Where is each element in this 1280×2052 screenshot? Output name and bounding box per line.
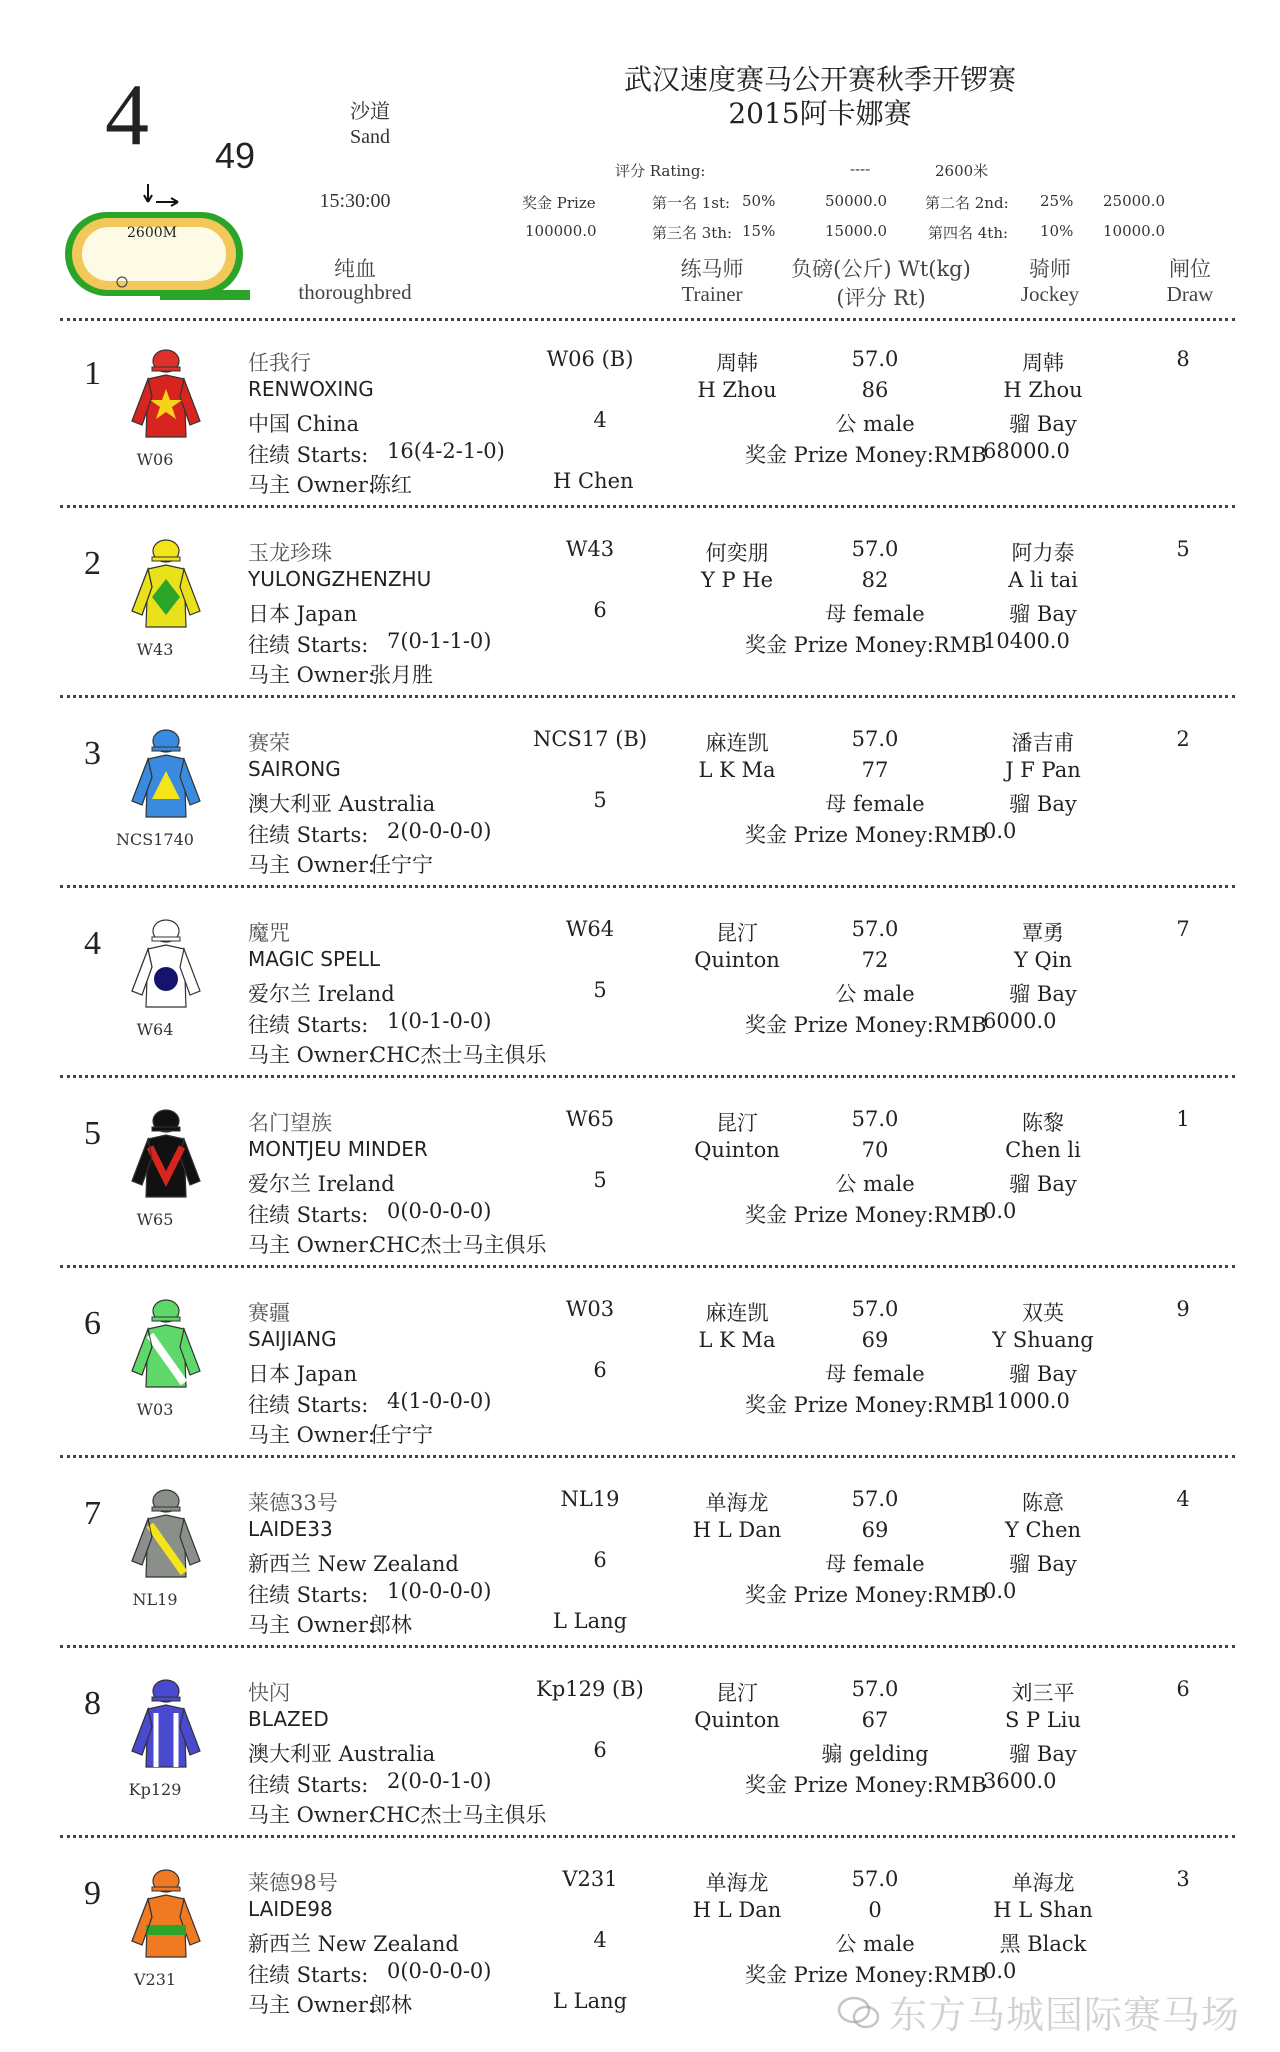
- owner-name: 任宁宁: [370, 853, 433, 877]
- owner-label: 马主 Owner:: [248, 853, 375, 877]
- rating-value: ----: [850, 160, 871, 178]
- horse-age: 5: [593, 1168, 607, 1192]
- entry-divider: [60, 695, 1235, 698]
- horse-age: 4: [593, 408, 607, 432]
- draw-number: 1: [1176, 1107, 1190, 1131]
- horse-color: 骝 Bay: [1009, 1362, 1077, 1386]
- jockey-silks-icon: [126, 537, 206, 637]
- jockey-en: H Zhou: [1003, 378, 1083, 402]
- jockey-en: A li tai: [1008, 568, 1078, 592]
- prize-total: 100000.0: [525, 222, 597, 240]
- prize-money-label: 奖金 Prize Money:RMB: [745, 1773, 987, 1797]
- race-entry: [0, 1285, 1280, 1475]
- horse-sex: 母 female: [825, 792, 925, 816]
- prize-money-label: 奖金 Prize Money:RMB: [745, 823, 987, 847]
- horse-name-en: YULONGZHENZHU: [248, 567, 432, 591]
- prize-money-label: 奖金 Prize Money:RMB: [745, 1583, 987, 1607]
- race-entry: [0, 335, 1280, 525]
- owner-label: 马主 Owner:: [248, 473, 375, 497]
- jockey-cn: 覃勇: [1022, 921, 1064, 945]
- breed-en: thoroughbred: [298, 280, 412, 304]
- horse-number: 4: [84, 925, 101, 962]
- race-entry: [0, 525, 1280, 715]
- horse-age: 5: [593, 978, 607, 1002]
- horse-name-en: SAIRONG: [248, 757, 341, 781]
- trainer-cn: 单海龙: [705, 1871, 769, 1895]
- surface-cn: 沙道: [350, 99, 390, 123]
- trainer-en: H Zhou: [697, 378, 777, 402]
- surface-en: Sand: [350, 126, 390, 148]
- brand-code: V231: [562, 1867, 618, 1891]
- brand-code: NL19: [560, 1487, 620, 1511]
- starts-record: 16(4-2-1-0): [387, 439, 505, 463]
- prize-money: 0.0: [983, 1579, 1017, 1603]
- horse-number: 3: [84, 735, 101, 772]
- horse-name-en: SAIJIANG: [248, 1327, 337, 1351]
- starts-record: 1(0-1-0-0): [387, 1009, 492, 1033]
- horse-name-cn: 赛荣: [248, 731, 290, 755]
- horse-name-en: RENWOXING: [248, 377, 374, 401]
- entry-divider: [60, 1645, 1235, 1648]
- horse-country: 爱尔兰 Ireland: [248, 1172, 395, 1196]
- rating: 86: [861, 378, 889, 402]
- silk-code: W43: [136, 640, 174, 659]
- prize-money: 3600.0: [983, 1769, 1057, 1793]
- owner-label: 马主 Owner:: [248, 663, 375, 687]
- jockey-silks-icon: [126, 347, 206, 447]
- trainer-en: Quinton: [694, 1138, 780, 1162]
- horse-country: 日本 Japan: [248, 602, 358, 626]
- draw-number: 6: [1176, 1677, 1190, 1701]
- silk-code: NCS1740: [116, 830, 194, 849]
- weight: 57.0: [851, 1677, 899, 1701]
- jockey-en: H L Shan: [993, 1898, 1093, 1922]
- horse-country: 新西兰 New Zealand: [248, 1932, 459, 1956]
- jockey-en: Chen li: [1005, 1138, 1081, 1162]
- owner-name: 张月胜: [370, 663, 433, 687]
- starts-label: 往绩 Starts:: [248, 823, 369, 847]
- horse-name-cn: 赛疆: [248, 1301, 290, 1325]
- entry-divider: [60, 1265, 1235, 1268]
- jockey-silks-icon: [126, 1107, 206, 1207]
- jockey-cn: 刘三平: [1011, 1681, 1075, 1705]
- horse-number: 8: [84, 1685, 101, 1722]
- watermark-text: 东方马城国际赛马场: [888, 1993, 1240, 2037]
- starts-record: 0(0-0-0-0): [387, 1959, 492, 1983]
- jockey-silks-icon: [126, 727, 206, 827]
- prize-money-label: 奖金 Prize Money:RMB: [745, 1963, 987, 1987]
- third-amount: 15000.0: [825, 222, 888, 240]
- horse-number: 1: [84, 355, 101, 392]
- horse-sex: 公 male: [835, 982, 915, 1006]
- trainer-en: Quinton: [694, 948, 780, 972]
- jockey-cn: 陈意: [1022, 1491, 1064, 1515]
- owner-name: 郎林: [370, 1613, 412, 1637]
- starts-record: 4(1-0-0-0): [387, 1389, 492, 1413]
- horse-number: 5: [84, 1115, 101, 1152]
- horse-name-cn: 任我行: [248, 351, 311, 375]
- silk-code: Kp129: [128, 1780, 182, 1799]
- trainer-cn: 单海龙: [705, 1491, 769, 1515]
- trainer-en: L K Ma: [698, 758, 776, 782]
- trainer-en: H L Dan: [692, 1518, 782, 1542]
- horse-color: 骝 Bay: [1009, 412, 1077, 436]
- entry-divider: [60, 1075, 1235, 1078]
- brand-code: W03: [565, 1297, 615, 1321]
- rating: 82: [861, 568, 889, 592]
- col-jockey-cn: 骑师: [1029, 257, 1071, 281]
- horse-color: 骝 Bay: [1009, 982, 1077, 1006]
- prize-money-label: 奖金 Prize Money:RMB: [745, 633, 987, 657]
- rating: 0: [868, 1898, 882, 1922]
- horse-sex: 公 male: [835, 1172, 915, 1196]
- rating: 67: [861, 1708, 889, 1732]
- trainer-cn: 何奕朋: [705, 541, 769, 565]
- brand-code: W06 (B): [546, 347, 634, 371]
- horse-age: 4: [593, 1928, 607, 1952]
- horse-number: 6: [84, 1305, 101, 1342]
- horse-age: 6: [593, 598, 607, 622]
- jockey-cn: 阿力泰: [1011, 541, 1075, 565]
- starts-label: 往绩 Starts:: [248, 443, 369, 467]
- col-draw-cn: 闸位: [1169, 257, 1211, 281]
- fourth-label: 第四名 4th:: [928, 224, 1009, 242]
- jockey-cn: 双英: [1022, 1301, 1064, 1325]
- horse-name-cn: 名门望族: [248, 1111, 332, 1135]
- entry-divider: [60, 1455, 1235, 1458]
- horse-age: 6: [593, 1358, 607, 1382]
- trainer-cn: 昆汀: [716, 1111, 758, 1135]
- second-label: 第二名 2nd:: [925, 194, 1009, 212]
- first-label: 第一名 1st:: [652, 194, 731, 212]
- rating: 77: [861, 758, 889, 782]
- jockey-silks-icon: [126, 917, 206, 1017]
- horse-color: 骝 Bay: [1009, 1742, 1077, 1766]
- track-diagram: [60, 180, 260, 310]
- horse-name-en: LAIDE33: [248, 1517, 333, 1541]
- brand-code: NCS17 (B): [532, 727, 648, 751]
- entry-divider: [60, 505, 1235, 508]
- horse-country: 澳大利亚 Australia: [248, 792, 436, 816]
- draw-number: 2: [1176, 727, 1190, 751]
- third-pct: 15%: [742, 222, 776, 240]
- owner-name: 郎林: [370, 1993, 412, 2017]
- owner-name: 任宁宁: [370, 1423, 433, 1447]
- jockey-en: Y Chen: [1004, 1518, 1082, 1542]
- starts-label: 往绩 Starts:: [248, 1013, 369, 1037]
- owner-label: 马主 Owner:: [248, 1993, 375, 2017]
- weight: 57.0: [851, 1297, 899, 1321]
- horse-color: 骝 Bay: [1009, 602, 1077, 626]
- silk-code: W06: [136, 450, 174, 469]
- trainer-cn: 麻连凯: [705, 1301, 769, 1325]
- col-draw-en: Draw: [1166, 282, 1214, 306]
- watermark: [837, 1984, 1240, 2040]
- breeder-name: L Lang: [553, 1989, 628, 2013]
- race-time: 15:30:00: [319, 190, 391, 212]
- horse-country: 新西兰 New Zealand: [248, 1552, 459, 1576]
- prize-money: 0.0: [983, 1959, 1017, 1983]
- starts-record: 1(0-0-0-0): [387, 1579, 492, 1603]
- trainer-en: Y P He: [700, 568, 774, 592]
- first-pct: 50%: [742, 192, 776, 210]
- prize-money-label: 奖金 Prize Money:RMB: [745, 443, 987, 467]
- trainer-cn: 周韩: [716, 351, 758, 375]
- jockey-cn: 单海龙: [1011, 1871, 1075, 1895]
- race-title-line2: 2015阿卡娜赛: [728, 97, 912, 130]
- second-amount: 25000.0: [1103, 192, 1166, 210]
- silk-code: NL19: [132, 1590, 178, 1609]
- col-trainer-cn: 练马师: [680, 257, 744, 281]
- distance: 2600米: [935, 162, 989, 180]
- prize-money: 11000.0: [983, 1389, 1070, 1413]
- trainer-en: L K Ma: [698, 1328, 776, 1352]
- breeder-name: L Lang: [553, 1609, 628, 1633]
- horse-number: 7: [84, 1495, 101, 1532]
- jockey-en: Y Qin: [1014, 948, 1072, 972]
- trainer-cn: 昆汀: [716, 921, 758, 945]
- header-divider: [60, 318, 1235, 321]
- horse-name-cn: 莱德98号: [248, 1871, 338, 1895]
- weight: 57.0: [851, 1867, 899, 1891]
- brand-code: W43: [565, 537, 615, 561]
- prize-money: 6000.0: [983, 1009, 1057, 1033]
- horse-sex: 母 female: [825, 602, 925, 626]
- weight: 57.0: [851, 537, 899, 561]
- owner-name: 陈红: [370, 473, 412, 497]
- silk-code: V231: [133, 1970, 177, 1989]
- horse-color: 骝 Bay: [1009, 792, 1077, 816]
- prize-money: 0.0: [983, 819, 1017, 843]
- silk-code: W65: [136, 1210, 174, 1229]
- trainer-cn: 昆汀: [716, 1681, 758, 1705]
- trainer-en: H L Dan: [692, 1898, 782, 1922]
- trainer-en: Quinton: [694, 1708, 780, 1732]
- horse-name-en: LAIDE98: [248, 1897, 333, 1921]
- draw-number: 8: [1176, 347, 1190, 371]
- wechat-logo-icon: [837, 1995, 881, 2040]
- prize-money-label: 奖金 Prize Money:RMB: [745, 1013, 987, 1037]
- race-entry: [0, 715, 1280, 905]
- owner-name: CHC杰士马主俱乐: [370, 1803, 547, 1827]
- jockey-en: Y Shuang: [992, 1328, 1094, 1352]
- horse-name-en: BLAZED: [248, 1707, 329, 1731]
- horse-color: 骝 Bay: [1009, 1172, 1077, 1196]
- jockey-cn: 周韩: [1022, 351, 1064, 375]
- second-pct: 25%: [1040, 192, 1074, 210]
- prize-money: 68000.0: [983, 439, 1070, 463]
- prize-money: 0.0: [983, 1199, 1017, 1223]
- jockey-silks-icon: [126, 1677, 206, 1777]
- starts-record: 0(0-0-0-0): [387, 1199, 492, 1223]
- owner-label: 马主 Owner:: [248, 1803, 375, 1827]
- third-label: 第三名 3th:: [652, 224, 733, 242]
- silk-code: W03: [136, 1400, 174, 1419]
- horse-number: 9: [84, 1875, 101, 1912]
- owner-label: 马主 Owner:: [248, 1043, 375, 1067]
- starts-label: 往绩 Starts:: [248, 1963, 369, 1987]
- weight: 57.0: [851, 347, 899, 371]
- jockey-silks-icon: [126, 1297, 206, 1397]
- breeder-name: H Chen: [553, 469, 634, 493]
- horse-age: 6: [593, 1548, 607, 1572]
- entry-divider: [60, 885, 1235, 888]
- starts-record: 2(0-0-0-0): [387, 819, 492, 843]
- weight: 57.0: [851, 917, 899, 941]
- owner-label: 马主 Owner:: [248, 1233, 375, 1257]
- starts-record: 7(0-1-1-0): [387, 629, 492, 653]
- trainer-cn: 麻连凯: [705, 731, 769, 755]
- first-amount: 50000.0: [825, 192, 888, 210]
- draw-number: 4: [1176, 1487, 1190, 1511]
- race-entry: [0, 1665, 1280, 1855]
- starts-record: 2(0-0-1-0): [387, 1769, 492, 1793]
- race-entry: [0, 1095, 1280, 1285]
- breed-cn: 纯血: [334, 257, 376, 281]
- race-entry: [0, 1475, 1280, 1665]
- horse-sex: 公 male: [835, 1932, 915, 1956]
- horse-name-cn: 魔咒: [248, 921, 290, 945]
- draw-number: 5: [1176, 537, 1190, 561]
- track-oval-icon: [60, 180, 260, 310]
- jockey-cn: 潘吉甫: [1011, 731, 1075, 755]
- jockey-silks-icon: [126, 1867, 206, 1967]
- horse-name-cn: 快闪: [248, 1681, 290, 1705]
- owner-name: CHC杰士马主俱乐: [370, 1043, 547, 1067]
- horse-country: 澳大利亚 Australia: [248, 1742, 436, 1766]
- weight: 57.0: [851, 1487, 899, 1511]
- rating: 70: [861, 1138, 889, 1162]
- silk-code: W64: [136, 1020, 174, 1039]
- draw-number: 9: [1176, 1297, 1190, 1321]
- prize-money: 10400.0: [983, 629, 1070, 653]
- starts-label: 往绩 Starts:: [248, 1773, 369, 1797]
- prize-label: 奖金 Prize: [522, 194, 596, 212]
- prize-money-label: 奖金 Prize Money:RMB: [745, 1203, 987, 1227]
- col-weight-en: (评分 Rt): [836, 286, 926, 310]
- jockey-cn: 陈黎: [1022, 1111, 1064, 1135]
- horse-name-cn: 玉龙珍珠: [248, 541, 332, 565]
- horse-age: 5: [593, 788, 607, 812]
- horse-age: 6: [593, 1738, 607, 1762]
- horse-number: 2: [84, 545, 101, 582]
- col-trainer-en: Trainer: [681, 282, 743, 306]
- horse-country: 爱尔兰 Ireland: [248, 982, 395, 1006]
- owner-name: CHC杰士马主俱乐: [370, 1233, 547, 1257]
- race-entry: [0, 905, 1280, 1095]
- owner-label: 马主 Owner:: [248, 1423, 375, 1447]
- col-jockey-en: Jockey: [1020, 282, 1080, 306]
- jockey-en: S P Liu: [1004, 1708, 1082, 1732]
- brand-code: Kp129 (B): [536, 1677, 644, 1701]
- horse-color: 黑 Black: [999, 1932, 1087, 1956]
- race-id: 49: [215, 135, 256, 176]
- horse-name-en: MAGIC SPELL: [248, 947, 380, 971]
- rating: 69: [861, 1328, 889, 1352]
- draw-number: 3: [1176, 1867, 1190, 1891]
- fourth-pct: 10%: [1040, 222, 1074, 240]
- starts-label: 往绩 Starts:: [248, 1203, 369, 1227]
- prize-money-label: 奖金 Prize Money:RMB: [745, 1393, 987, 1417]
- owner-label: 马主 Owner:: [248, 1613, 375, 1637]
- horse-country: 中国 China: [248, 412, 360, 436]
- rating: 72: [861, 948, 889, 972]
- horse-name-cn: 莱德33号: [248, 1491, 338, 1515]
- horse-sex: 母 female: [825, 1362, 925, 1386]
- track-distance-label: 2600M: [127, 225, 177, 241]
- jockey-silks-icon: [126, 1487, 206, 1587]
- horse-country: 日本 Japan: [248, 1362, 358, 1386]
- horse-sex: 母 female: [825, 1552, 925, 1576]
- race-number: 4: [105, 67, 149, 164]
- col-weight-cn: 负磅(公斤) Wt(kg): [791, 257, 971, 281]
- draw-number: 7: [1176, 917, 1190, 941]
- horse-name-en: MONTJEU MINDER: [248, 1137, 428, 1161]
- horse-sex: 骟 gelding: [821, 1742, 929, 1766]
- brand-code: W65: [565, 1107, 615, 1131]
- race-title-line1: 武汉速度赛马公开赛秋季开锣赛: [623, 63, 1017, 96]
- fourth-amount: 10000.0: [1103, 222, 1166, 240]
- starts-label: 往绩 Starts:: [248, 633, 369, 657]
- horse-color: 骝 Bay: [1009, 1552, 1077, 1576]
- rating-label: 评分 Rating:: [615, 162, 706, 180]
- rating: 69: [861, 1518, 889, 1542]
- starts-label: 往绩 Starts:: [248, 1583, 369, 1607]
- starts-label: 往绩 Starts:: [248, 1393, 369, 1417]
- horse-sex: 公 male: [835, 412, 915, 436]
- jockey-en: J F Pan: [1005, 758, 1081, 782]
- weight: 57.0: [851, 1107, 899, 1131]
- brand-code: W64: [565, 917, 615, 941]
- entry-divider: [60, 1835, 1235, 1838]
- weight: 57.0: [851, 727, 899, 751]
